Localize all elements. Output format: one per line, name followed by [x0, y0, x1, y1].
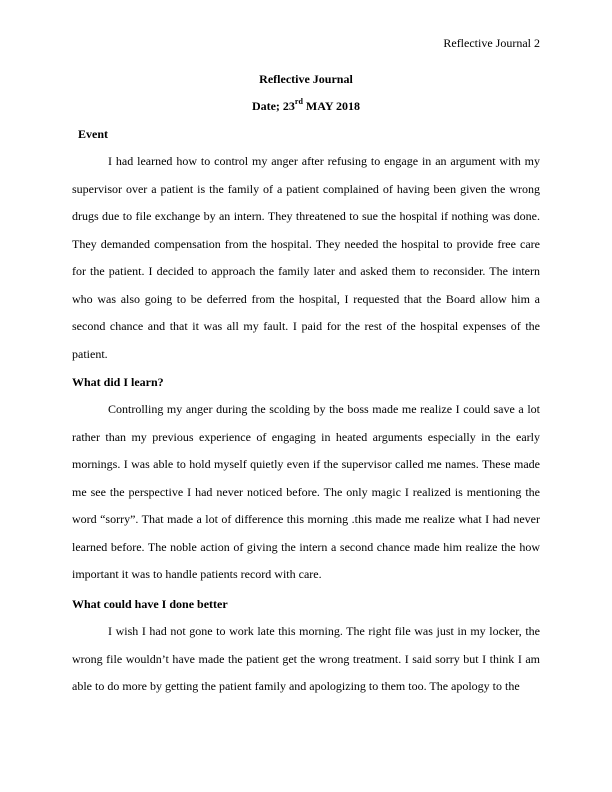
date-month-year: MAY 2018	[302, 99, 361, 113]
section-heading-what-could-have-i-done-better: What could have I done better	[72, 597, 228, 611]
section-heading-what-did-i-learn: What did I learn?	[72, 375, 164, 389]
document-title: Reflective Journal	[259, 72, 353, 86]
section-body-what-could-have-i-done-better: I wish I had not gone to work late this morning. The right file was just in my locker, the wrong file wouldn’t have made the patient get the wrong treatment. I said sorry but I think I am able to do more by getting the patient family and apologizing to them too. The apology to the	[72, 624, 540, 693]
section-body-what-did-i-learn: Controlling my anger during the scolding by the boss made me realize I could save a lot rather than my previous experience of engaging in heated arguments especially in the early mornings. I was able to hold myself quietly even if the supervisor called me names. These made me see the perspective I had never noticed before. The only magic I realized is mentioning the word “sorry”. That made a lot of difference this morning .this made me realize what I had never learned before. The noble action of giving the intern a second chance made him realize the how important it was to handle patients record with care.	[72, 402, 540, 581]
section-heading-event: Event	[78, 127, 108, 141]
date-prefix: Date; 23	[251, 99, 295, 113]
date-ordinal-suffix: rd	[294, 97, 303, 106]
running-head: Reflective Journal 2	[443, 36, 540, 50]
document-date	[72, 99, 540, 113]
section-body-event: I had learned how to control my anger after refusing to engage in an argument with my supervisor over a patient is the family of a patient complained of having been given the wrong drugs due to file exchange by an intern. They threatened to sue the hospital if nothing was done. They demanded compensation from the hospital. They needed the hospital to provide free care for the patient. I decided to approach the family later and asked them to reconsider. The intern who was also going to be deferred from the hospital, I requested that the Board allow him a second chance and that it was all my fault. I paid for the rest of the hospital expenses of the patient.	[72, 154, 540, 361]
